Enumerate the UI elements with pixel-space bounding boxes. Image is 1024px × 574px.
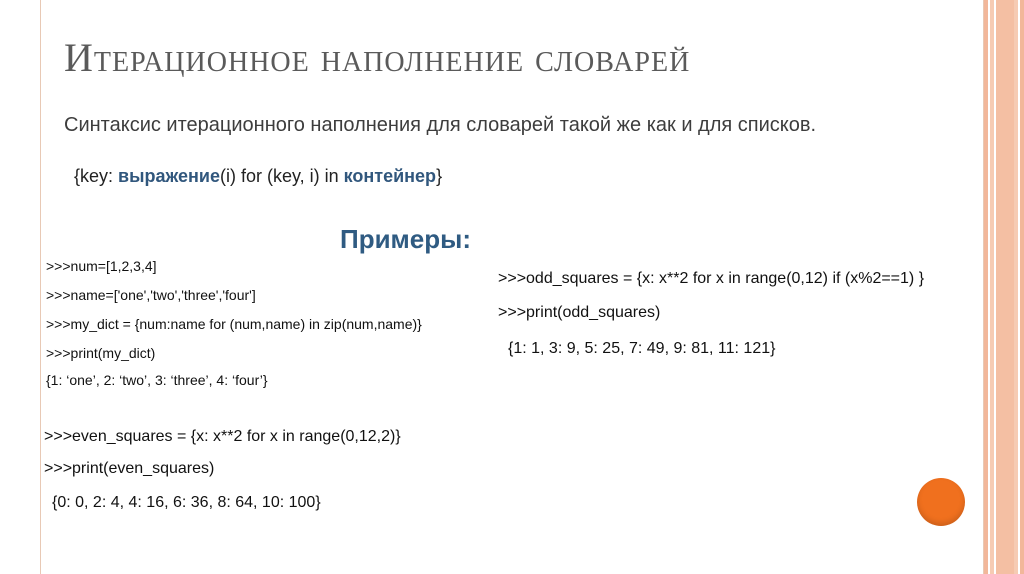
code-line: >>>even_squares = {x: x**2 for x in range(0,12,2)}	[44, 428, 401, 445]
syntax-container: контейнер	[343, 166, 437, 186]
syntax-open: {key:	[74, 166, 119, 186]
code-output: {1: ‘one’, 2: ‘two’, 3: ‘three’, 4: ‘four’}	[46, 372, 268, 388]
slide-subtitle: Синтаксис итерационного наполнения для словарей такой же как и для списков.	[64, 114, 817, 136]
code-line: >>>my_dict = {num:name for (num,name) in zip(num,name)}	[46, 316, 422, 332]
code-line: >>>name=['one','two','three','four']	[46, 287, 256, 303]
decorative-circle	[917, 478, 965, 526]
syntax-line	[74, 166, 442, 187]
examples-heading: Примеры:	[340, 224, 471, 254]
code-line: >>>print(even_squares)	[44, 460, 215, 477]
code-line: >>>num=[1,2,3,4]	[46, 258, 157, 274]
syntax-close: }	[436, 166, 443, 186]
code-output: {1: 1, 3: 9, 5: 25, 7: 49, 9: 81, 11: 121}	[508, 340, 776, 357]
syntax-middle: (i) for (key, i) in	[219, 166, 344, 186]
syntax-expression: выражение	[118, 166, 220, 186]
decorative-stripe	[984, 0, 1024, 574]
slide-title: Итерационное наполнение словарей	[64, 35, 691, 80]
code-output: {0: 0, 2: 4, 4: 16, 6: 36, 8: 64, 10: 100}	[52, 494, 321, 511]
code-line: >>>print(odd_squares)	[498, 304, 661, 321]
code-line: >>>odd_squares = {x: x**2 for x in range(0,12) if (x%2==1) }	[498, 270, 925, 287]
code-line: >>>print(my_dict)	[46, 345, 156, 361]
